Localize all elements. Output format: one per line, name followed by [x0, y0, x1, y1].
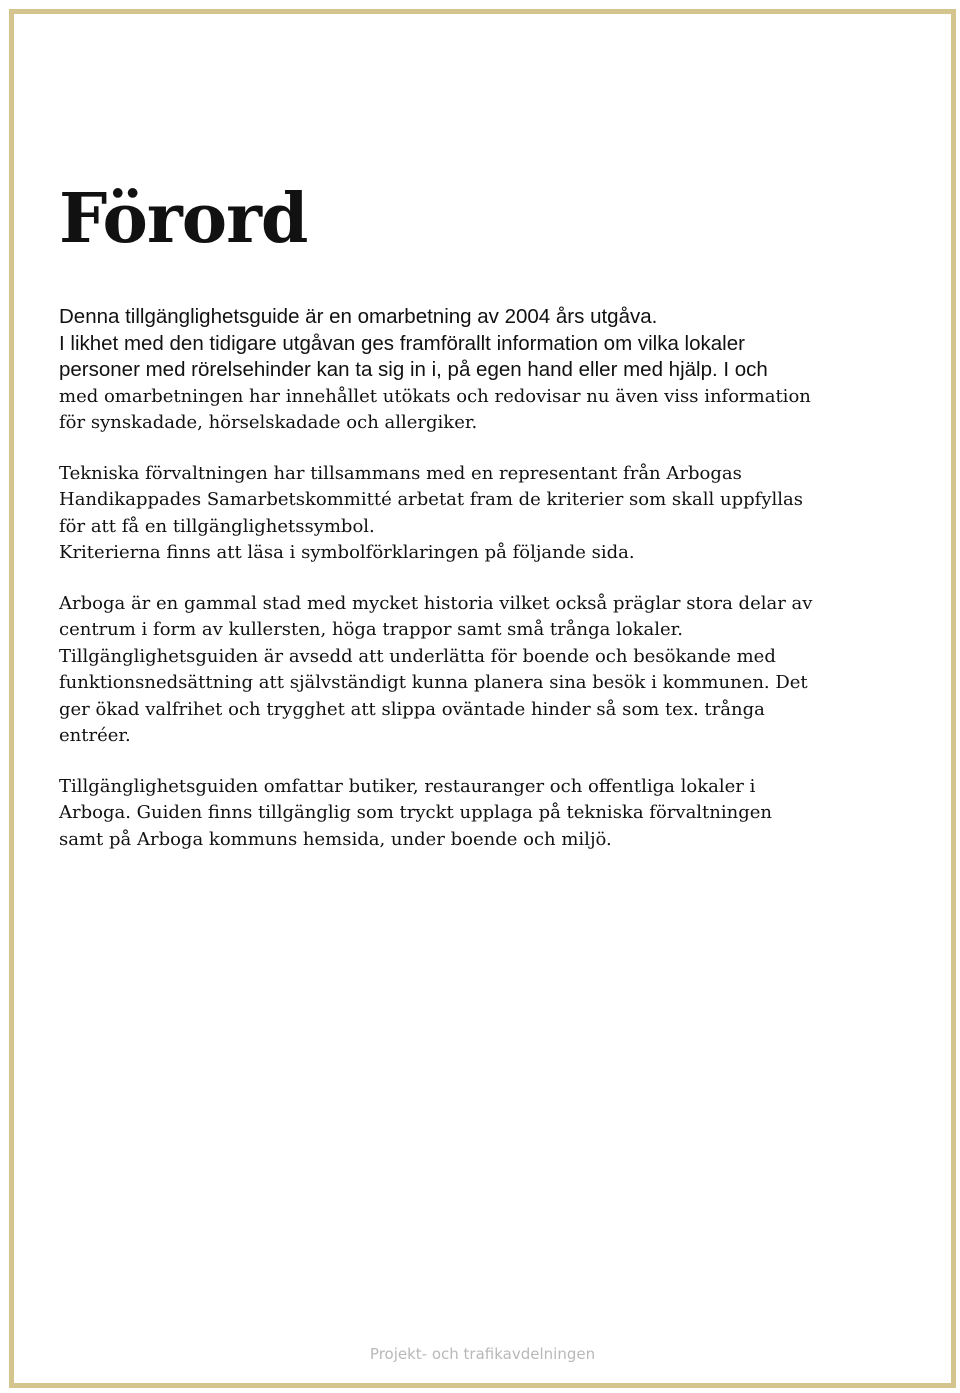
paragraph-line: Arboga. Guiden finns tillgänglig som tryckt upplaga på tekniska förvaltningen	[59, 802, 772, 823]
paragraph-2	[59, 461, 909, 567]
paragraph-3	[59, 591, 909, 750]
page-title: Förord	[59, 179, 308, 259]
paragraph-line: för synskadade, hörselskadade och allergiker.	[59, 412, 478, 433]
paragraph-line: för att få en tillgänglighetssymbol.	[59, 515, 375, 537]
paragraph-line: Tillgänglighetsguiden är avsedd att underlätta för boende och besökande med	[59, 645, 776, 667]
page-frame	[9, 9, 956, 1388]
paragraph-line: Handikappades Samarbetskommitté arbetat fram de kriterier som skall uppfyllas	[59, 489, 803, 510]
page-footer: Projekt- och trafikavdelningen	[369, 1345, 596, 1363]
paragraph-line: Denna tillgänglighetsguide är en omarbetning av 2004 års utgåva.	[59, 305, 658, 328]
paragraph-line: Kriterierna finns att läsa i symbolförklaringen på följande sida.	[59, 542, 635, 563]
paragraph-line: centrum i form av kullersten, höga trappor samt små trånga lokaler.	[59, 619, 684, 640]
paragraph-1	[59, 304, 909, 437]
paragraph-line: Tekniska förvaltningen har tillsammans med en representant från Arbogas	[59, 462, 742, 484]
paragraph-line: med omarbetningen har innehållet utökats och redovisar nu även viss information	[59, 385, 811, 407]
paragraph-line: funktionsnedsättning att självständigt kunna planera sina besök i kommunen. Det	[59, 672, 808, 693]
paragraph-4	[59, 774, 909, 854]
paragraph-line: samt på Arboga kommuns hemsida, under boende och miljö.	[59, 828, 612, 850]
paragraph-line: Tillgänglighetsguiden omfattar butiker, restauranger och offentliga lokaler i	[59, 775, 756, 797]
document-body	[59, 174, 909, 877]
paragraph-line: personer med rörelsehinder kan ta sig in i, på egen hand eller med hjälp. I och	[59, 358, 768, 381]
paragraph-line: Arboga är en gammal stad med mycket historia vilket också präglar stora delar av	[59, 592, 813, 614]
paragraph-line: entréer.	[59, 725, 131, 746]
paragraph-line: ger ökad valfrihet och trygghet att slippa oväntade hinder så som tex. trånga	[59, 698, 765, 720]
paragraph-line: I likhet med den tidigare utgåvan ges framförallt information om vilka lokaler	[59, 331, 745, 355]
